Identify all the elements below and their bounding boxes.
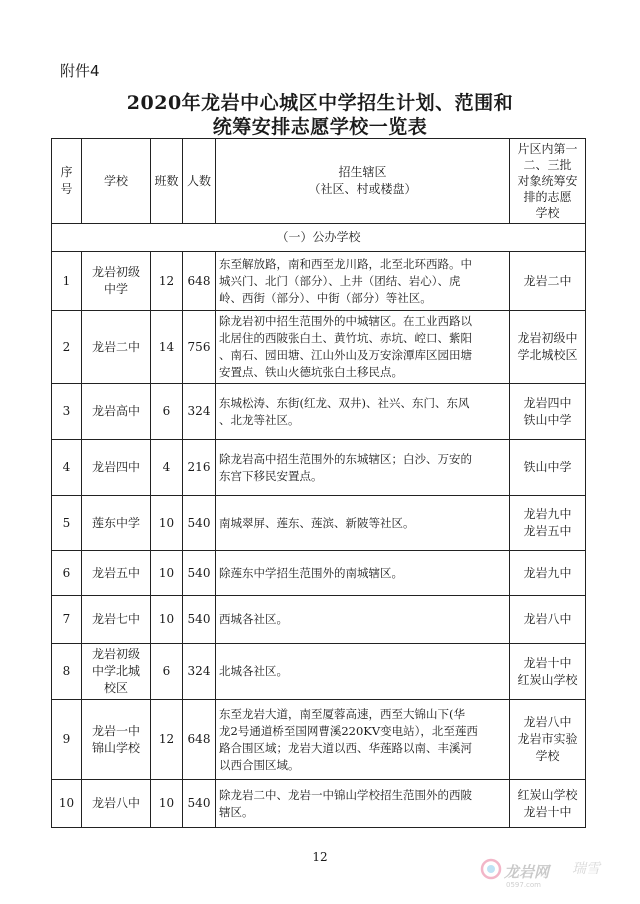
header-pref-line: 排的志愿: [523, 190, 572, 204]
preferred-schools: [510, 384, 586, 440]
enrollment-area: [216, 440, 510, 496]
school-name-line: 龙岩七中: [91, 612, 140, 626]
preferred-schools-line: 铁山中学: [523, 460, 572, 474]
preferred-schools-line: 红炭山学校: [517, 672, 578, 687]
row-number: 4: [52, 440, 82, 496]
preferred-schools-line: 铁山中学: [523, 412, 572, 427]
class-count: 4: [151, 440, 183, 496]
preferred-schools: [510, 440, 586, 496]
table-row: [52, 700, 586, 780]
student-count: 324: [183, 384, 216, 440]
school-name-line: 中学: [103, 282, 128, 296]
enrollment-area: [216, 311, 510, 384]
school-name-line: 龙岩高中: [91, 404, 140, 418]
class-count: 10: [151, 596, 183, 644]
class-count: 10: [151, 551, 183, 596]
school-name: [82, 496, 151, 551]
school-name-line: 中学北城: [91, 664, 140, 678]
attachment-label: 附件4: [60, 62, 100, 80]
enrollment-area-line: 东宫下移民安置点。: [219, 468, 323, 483]
header-area-line2: （社区、村或楼盘）: [308, 182, 417, 196]
enrollment-area-line: 除龙岩二中、龙岩一中锦山学校招生范围外的西陂: [219, 787, 472, 802]
school-name: [82, 252, 151, 311]
header-pref-line: 学校: [535, 206, 560, 220]
watermark-logo-icon: [480, 858, 502, 880]
school-name: [82, 596, 151, 644]
preferred-schools: [510, 496, 586, 551]
preferred-schools-line: 学校: [535, 749, 560, 763]
student-count: 540: [183, 780, 216, 828]
school-name-line: 龙岩二中: [91, 339, 140, 354]
school-name: [82, 311, 151, 384]
preferred-schools-line: 龙岩八中: [523, 715, 572, 729]
enrollment-area-line: 除龙岩高中招生范围外的东城辖区；白沙、万安的: [219, 451, 472, 466]
row-number: 10: [52, 780, 82, 828]
table-row: [52, 644, 586, 700]
enrollment-area: [216, 551, 510, 596]
preferred-schools: [510, 700, 586, 780]
school-name-line: 龙岩四中: [91, 460, 140, 474]
preferred-schools: [510, 551, 586, 596]
student-count: 216: [183, 440, 216, 496]
preferred-schools-line: 龙岩初级中: [517, 331, 578, 345]
header-pref-line: 片区内第一: [517, 142, 578, 156]
enrollment-table: [51, 138, 586, 828]
table-row: [52, 252, 586, 311]
header-pref-line: 二、三批: [523, 158, 572, 172]
header-classes: 班数: [151, 139, 183, 224]
preferred-schools: [510, 252, 586, 311]
table-row: [52, 384, 586, 440]
student-count: 648: [183, 252, 216, 311]
school-name-line: 龙岩五中: [91, 565, 140, 580]
row-number: 7: [52, 596, 82, 644]
student-count: 540: [183, 596, 216, 644]
preferred-schools: [510, 596, 586, 644]
table-row: [52, 596, 586, 644]
header-area: [216, 139, 510, 224]
school-name-line: 龙岩八中: [91, 796, 140, 810]
class-count: 12: [151, 252, 183, 311]
class-count: 14: [151, 311, 183, 384]
school-name: [82, 700, 151, 780]
row-number: 3: [52, 384, 82, 440]
preferred-schools: [510, 311, 586, 384]
enrollment-area-line: 、北龙等社区。: [219, 412, 300, 427]
enrollment-area: [216, 384, 510, 440]
header-school: 学校: [82, 139, 151, 224]
header-pref-line: 对象统筹安: [517, 174, 578, 188]
enrollment-area-line: 、南石、园田塘、江山外山及万安涂潭库区园田塘: [219, 348, 472, 362]
school-name: [82, 440, 151, 496]
enrollment-area-line: 城兴门、北门（部分）、上井（团结、岩心）、虎: [219, 273, 461, 288]
section-row: [52, 224, 586, 252]
page-title-line2: 统筹安排志愿学校一览表: [212, 116, 428, 138]
page-number: 12: [312, 850, 328, 864]
enrollment-area-line: 北城各社区。: [219, 664, 288, 678]
row-number: 2: [52, 311, 82, 384]
enrollment-area: [216, 644, 510, 700]
school-name-line: 校区: [103, 681, 128, 695]
enrollment-area-line: 东城松涛、东街(红龙、双井)、社兴、东门、东风: [219, 395, 470, 410]
student-count: 540: [183, 551, 216, 596]
class-count: 6: [151, 644, 183, 700]
student-count: 648: [183, 700, 216, 780]
table-row: [52, 780, 586, 828]
header-pref: [510, 139, 586, 224]
preferred-schools-line: 龙岩二中: [523, 273, 572, 288]
preferred-schools-line: 龙岩九中: [523, 507, 572, 521]
header-row: [52, 139, 586, 224]
enrollment-area-line: 东至解放路，南和西至龙川路，北至北环西路。中: [219, 256, 472, 271]
watermark-signature: 瑞雪: [572, 861, 600, 877]
school-name-line: 龙岩初级: [91, 265, 140, 279]
school-name-line: 龙岩初级: [91, 647, 140, 661]
preferred-schools-line: 龙岩市实验: [517, 732, 578, 746]
school-name-line: 锦山学校: [91, 740, 140, 755]
table-row: [52, 496, 586, 551]
enrollment-area-line: 岭、西街（部分）、中街（部分）等社区。: [219, 290, 432, 305]
school-name: [82, 644, 151, 700]
school-name-line: 龙岩一中: [91, 723, 140, 738]
preferred-schools-line: 龙岩四中: [523, 395, 572, 410]
row-number: 8: [52, 644, 82, 700]
enrollment-area-line: 安置点、铁山火德坑张白土移民点。: [219, 365, 403, 379]
student-count: 756: [183, 311, 216, 384]
enrollment-area: [216, 596, 510, 644]
enrollment-area: [216, 496, 510, 551]
section-public: （一）公办学校: [52, 224, 586, 252]
header-no: 序号: [52, 139, 82, 224]
enrollment-area-line: 除莲东中学招生范围外的南城辖区。: [219, 565, 403, 580]
page-title-line1: 2020年龙岩中心城区中学招生计划、范围和: [126, 92, 514, 114]
table-row: [52, 440, 586, 496]
student-count: 324: [183, 644, 216, 700]
student-count: 540: [183, 496, 216, 551]
class-count: 10: [151, 780, 183, 828]
preferred-schools-line: 龙岩五中: [523, 524, 572, 538]
enrollment-area-line: 南城翠屏、莲东、莲滨、新陂等社区。: [219, 515, 415, 530]
watermark-domain: 0597.com: [506, 881, 541, 889]
preferred-schools-line: 龙岩十中: [523, 655, 572, 670]
header-area-line1: 招生辖区: [338, 165, 387, 179]
school-name: [82, 384, 151, 440]
watermark-site: 龙岩网: [504, 863, 550, 881]
table-row: [52, 311, 586, 384]
class-count: 6: [151, 384, 183, 440]
row-number: 6: [52, 551, 82, 596]
row-number: 9: [52, 700, 82, 780]
school-name-line: 莲东中学: [91, 515, 140, 530]
preferred-schools-line: 学北城校区: [517, 348, 578, 362]
school-name: [82, 551, 151, 596]
preferred-schools-line: 龙岩十中: [523, 804, 572, 819]
enrollment-area-line: 除龙岩初中招生范围外的中城辖区。在工业西路以: [219, 314, 472, 328]
enrollment-area-line: 东至龙岩大道，南至厦蓉高速，西至大锦山下(华: [219, 706, 465, 721]
enrollment-area-line: 辖区。: [219, 804, 254, 819]
enrollment-area: [216, 700, 510, 780]
enrollment-area: [216, 780, 510, 828]
enrollment-area-line: 北居住的西陂张白土、黄竹坑、赤坑、崆口、紫阳: [219, 331, 472, 345]
enrollment-area-line: 龙2号通道桥至国网曹溪220KV变电站），北至莲西: [219, 723, 478, 738]
row-number: 1: [52, 252, 82, 311]
row-number: 5: [52, 496, 82, 551]
preferred-schools-line: 龙岩八中: [523, 612, 572, 626]
enrollment-area: [216, 252, 510, 311]
preferred-schools: [510, 780, 586, 828]
class-count: 10: [151, 496, 183, 551]
preferred-schools-line: 龙岩九中: [523, 565, 572, 580]
preferred-schools: [510, 644, 586, 700]
preferred-schools-line: 红炭山学校: [517, 787, 578, 802]
enrollment-area-line: 路合围区域；龙岩大道以西、华莲路以南、丰溪河: [219, 740, 472, 755]
header-people: 人数: [183, 139, 216, 224]
table-row: [52, 551, 586, 596]
school-name: [82, 780, 151, 828]
class-count: 12: [151, 700, 183, 780]
enrollment-area-line: 以西合围区域。: [219, 757, 300, 772]
enrollment-area-line: 西城各社区。: [219, 612, 288, 626]
